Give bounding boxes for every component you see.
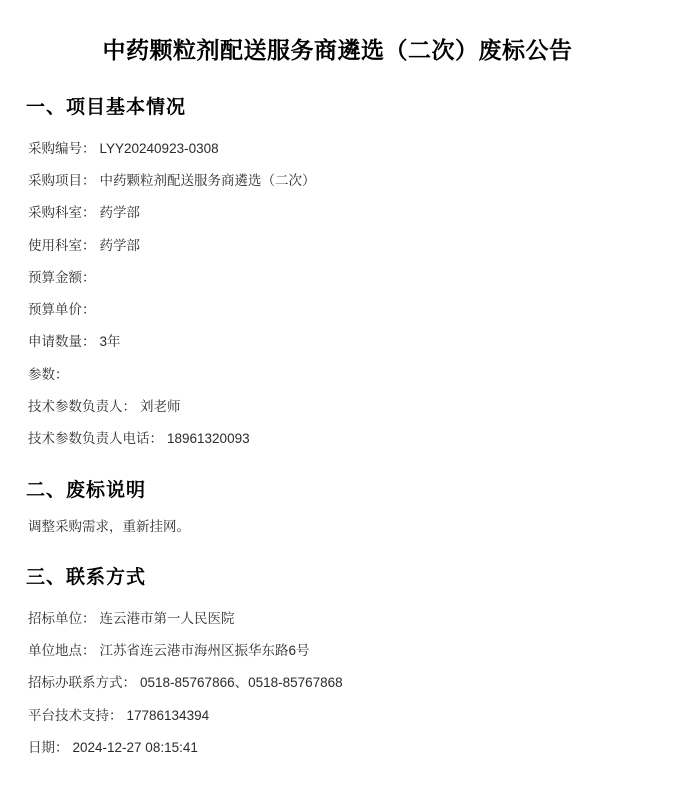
section-contact <box>26 562 649 764</box>
field-label: 参数： <box>28 366 69 382</box>
field-tender-organization <box>26 603 649 635</box>
failure-statement-text: 调整采购需求，重新挂网。 <box>28 519 190 535</box>
section-heading-contact: 三、联系方式 <box>26 566 147 588</box>
section-failure-statement <box>26 475 649 542</box>
section-project-info <box>26 92 649 456</box>
field-parameters <box>26 359 649 391</box>
section-heading-failure-statement: 二、废标说明 <box>26 480 147 502</box>
field-label: 单位地点： <box>28 643 96 659</box>
field-value: 药学部 <box>99 237 140 253</box>
field-value: 2024-12-27 08:15:41 <box>72 739 198 755</box>
field-label: 使用科室： <box>28 237 96 253</box>
field-label: 日期： <box>28 739 69 755</box>
field-value: 连云港市第一人民医院 <box>99 610 235 626</box>
field-purchase-project <box>26 165 649 197</box>
field-label: 平台技术支持： <box>28 707 123 723</box>
field-value: 药学部 <box>99 205 140 221</box>
field-technical-contact <box>26 391 649 423</box>
field-budget-unit-price <box>26 294 649 326</box>
field-value: 18961320093 <box>167 431 250 447</box>
field-technical-contact-phone <box>26 423 649 455</box>
field-label: 技术参数负责人电话： <box>28 431 163 447</box>
field-tender-office-contact <box>26 667 649 699</box>
field-label: 预算单价： <box>28 302 96 318</box>
field-label: 招标单位： <box>28 610 96 626</box>
field-label: 申请数量： <box>28 334 96 350</box>
field-value: 17786134394 <box>126 707 210 723</box>
field-purchase-number <box>26 133 649 165</box>
field-label: 技术参数负责人： <box>28 398 136 414</box>
section-heading-project-info: 一、项目基本情况 <box>26 96 187 118</box>
field-budget-amount <box>26 262 649 294</box>
field-label: 预算金额： <box>28 269 96 285</box>
field-using-department <box>26 230 649 262</box>
field-label: 采购科室： <box>28 205 96 221</box>
field-platform-support <box>26 700 649 732</box>
field-label: 采购编号： <box>28 140 96 156</box>
field-value: LYY20240923-0308 <box>99 140 219 156</box>
field-date <box>26 732 649 764</box>
page-title: 中药颗粒剂配送服务商遴选（二次）废标公告 <box>102 37 573 63</box>
field-purchase-department <box>26 197 649 229</box>
field-value: 江苏省连云港市海州区振华东路6号 <box>99 643 310 659</box>
field-label: 招标办联系方式： <box>28 675 136 691</box>
field-value: 刘老师 <box>140 398 181 414</box>
field-organization-address <box>26 635 649 667</box>
field-value: 0518-85767866、0518-85767868 <box>140 675 343 691</box>
field-label: 采购项目： <box>28 173 96 189</box>
field-value: 中药颗粒剂配送服务商遴选（二次） <box>99 173 316 189</box>
field-apply-quantity <box>26 326 649 358</box>
field-value: 3年 <box>99 334 121 350</box>
